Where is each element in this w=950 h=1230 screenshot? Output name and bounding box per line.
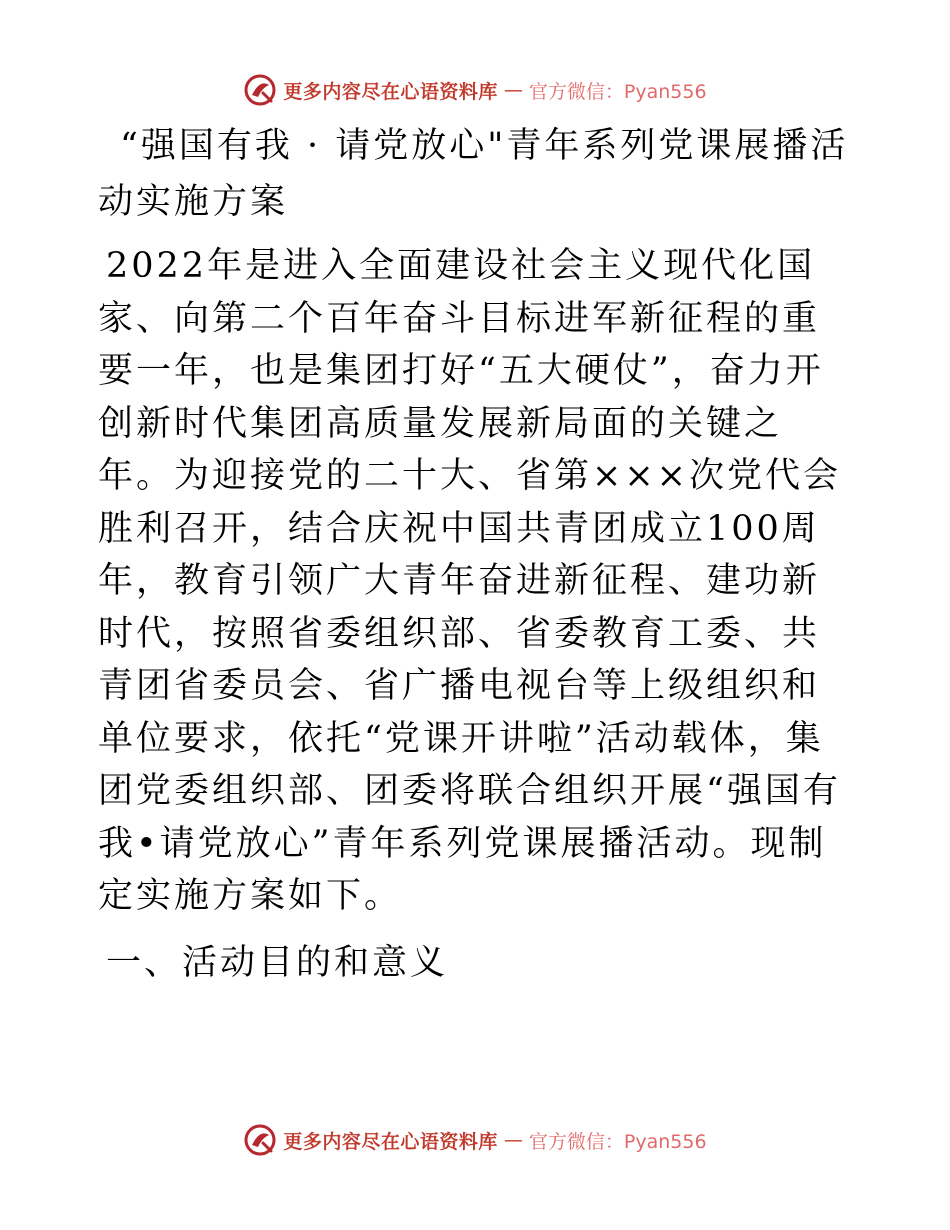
document-body xyxy=(98,118,854,991)
watermark-contact: 官方微信：Pyan556 xyxy=(528,1130,707,1153)
watermark-contact: 官方微信：Pyan556 xyxy=(528,80,707,103)
watermark-dash: — xyxy=(503,1129,523,1151)
intro-paragraph: 2022年是进入全面建设社会主义现代化国家、向第二个百年奋斗目标进军新征程的重要一年，也是集团打好“五大硬仗”，奋力开创新时代集团高质量发展新局面的关键之年。为迎接党的二十大、省第×××次党代会胜利召开，结合庆祝中国共青团成立100周年，教育引领广大青年奋进新征程、建功新时代，按照省委组织部、省委教育工委、共青团省委员会、省广播电视台等上级组织和单位要求，依托“党课开讲啦”活动载体，集团党委组织部、团委将联合组织开展“强国有我•请党放心”青年系列党课展播活动。现制定实施方案如下。 xyxy=(98,246,841,916)
document-title: “强国有我 · 请党放心"青年系列党课展播活动实施方案 xyxy=(98,126,849,222)
watermark-dash: — xyxy=(503,79,523,101)
section-heading: 一、活动目的和意义 xyxy=(106,942,449,983)
footer-watermark xyxy=(0,1120,950,1160)
brand-logo-icon xyxy=(243,1123,277,1157)
header-watermark xyxy=(0,70,950,110)
brand-logo-icon xyxy=(243,73,277,107)
watermark-text: 更多内容尽在心语资料库 xyxy=(283,1130,498,1153)
watermark-text: 更多内容尽在心语资料库 xyxy=(283,80,498,103)
